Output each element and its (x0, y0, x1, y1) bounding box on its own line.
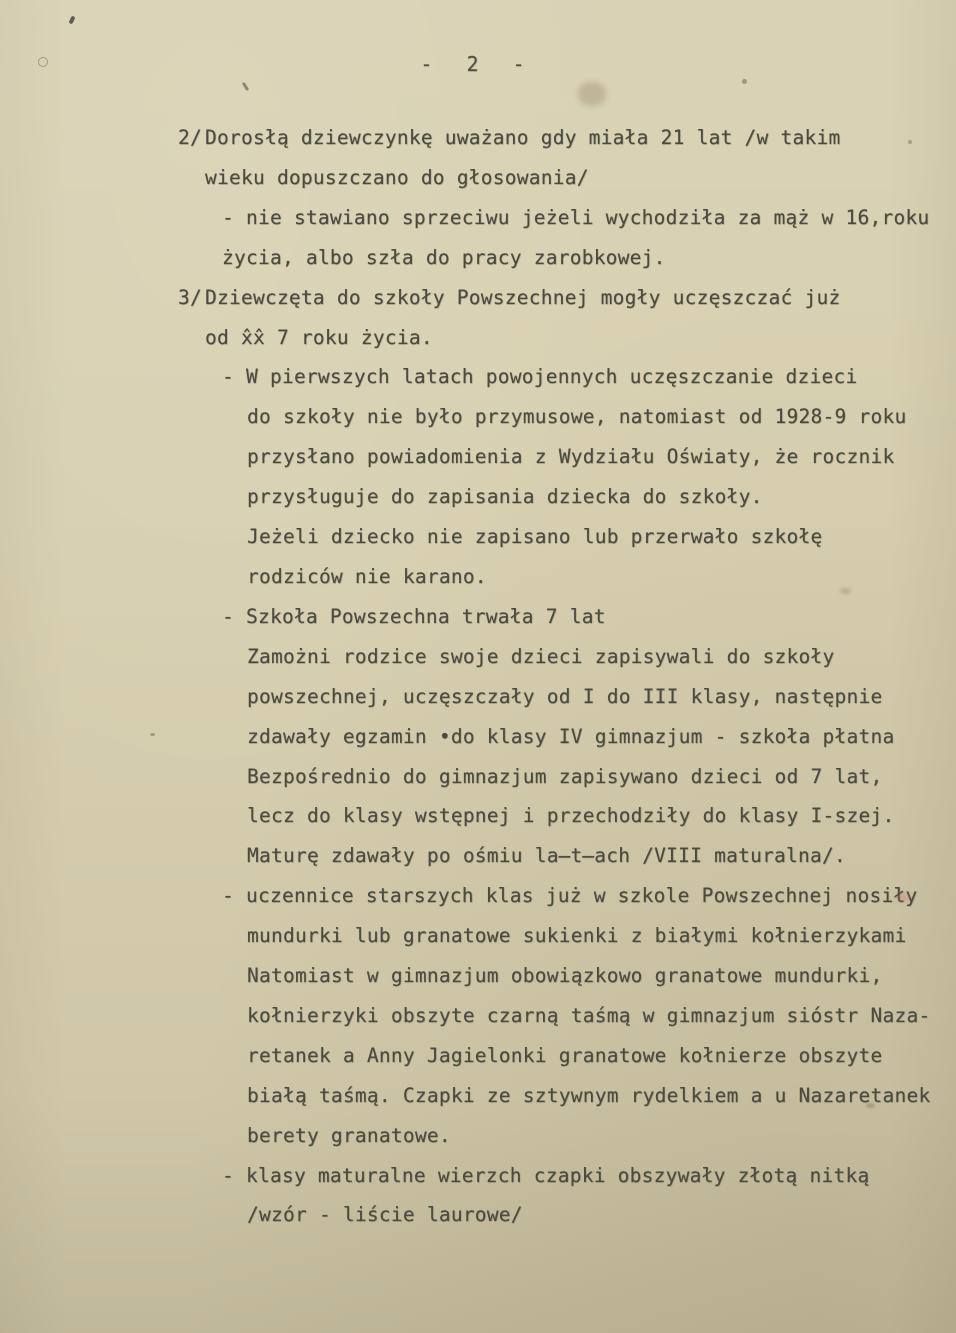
entry (178, 278, 932, 1236)
text-line: - uczennice starszych klas już w szkole Powszechnej nosiły (222, 884, 918, 908)
paper-speck (242, 82, 249, 91)
text-line: berety granatowe. (247, 1123, 451, 1147)
text-line: kołnierzyki obszyte czarną taśmą w gimnazjum sióstr Naza- (247, 1003, 931, 1027)
text-line: - nie stawiano sprzeciwu jeżeli wychodziła za mąż w 16,roku (222, 205, 930, 229)
text-line: Dziewczęta do szkoły Powszechnej mogły uczęszczać już (205, 285, 841, 309)
text-line: życia, albo szła do pracy zarobkowej. (222, 245, 666, 269)
text-line: lecz do klasy wstępnej i przechodziły do klasy I-szej. (247, 804, 895, 828)
text-line: od x̂x̂ 7 roku życia. (205, 325, 433, 349)
text-line: mundurki lub granatowe sukienki z białymi kołnierzykami (247, 924, 907, 948)
text-line: przysłano powiadomienia z Wydziału Oświaty, że rocznik (247, 445, 895, 469)
text-line: - Szkoła Powszechna trwała 7 lat (222, 604, 606, 628)
entry-number: 2/ (178, 126, 202, 149)
text-line: Dorosłą dziewczynkę uważano gdy miała 21 lat /w takim (205, 126, 841, 149)
text-line: - W pierwszych latach powojennych uczęszczanie dzieci (222, 365, 858, 389)
text-line: zdawały egzamin •do klasy IV gimnazjum - szkoła płatna (247, 724, 895, 748)
page-number: - 2 - (420, 52, 536, 76)
text-line: Natomiast w gimnazjum obowiązkowo granatowe mundurki, (247, 964, 883, 988)
text-line: - klasy maturalne wierzch czapki obszywały złotą nitką (222, 1163, 870, 1187)
paper-speck (68, 16, 75, 25)
text-line: rodziców nie karano. (247, 564, 487, 588)
entry (178, 118, 932, 278)
text-line: Maturę zdawały po ośmiu la̶t̶ach /VIII maturalna/. (247, 844, 846, 868)
text-line: Jeżeli dziecko nie zapisano lub przerwało szkołę (247, 525, 823, 549)
text-line: do szkoły nie było przymusowe, natomiast od 1928-9 roku (247, 405, 907, 429)
text-line: wieku dopuszczano do głosowania/ (205, 165, 589, 189)
text-line: białą taśmą. Czapki ze sztywnym rydelkiem a u Nazaretanek (247, 1083, 931, 1107)
paper-speck (742, 79, 747, 84)
text-line: Bezpośrednio do gimnazjum zapisywano dzieci od 7 lat, (247, 764, 883, 788)
paper-speck (150, 733, 155, 736)
entry-number: 3/ (178, 285, 202, 309)
document-body (178, 118, 932, 1235)
paper-smudge (578, 82, 606, 106)
text-line: Zamożni rodzice swoje dzieci zapisywali do szkoły (247, 644, 835, 668)
text-line: powszechnej, uczęszczały od I do III klasy, następnie (247, 684, 883, 708)
text-line: /wzór - liście laurowe/ (247, 1203, 523, 1227)
text-line: retanek a Anny Jagielonki granatowe kołnierze obszyte (247, 1043, 883, 1067)
text-line: przysługuje do zapisania dziecka do szkoły. (247, 485, 763, 509)
